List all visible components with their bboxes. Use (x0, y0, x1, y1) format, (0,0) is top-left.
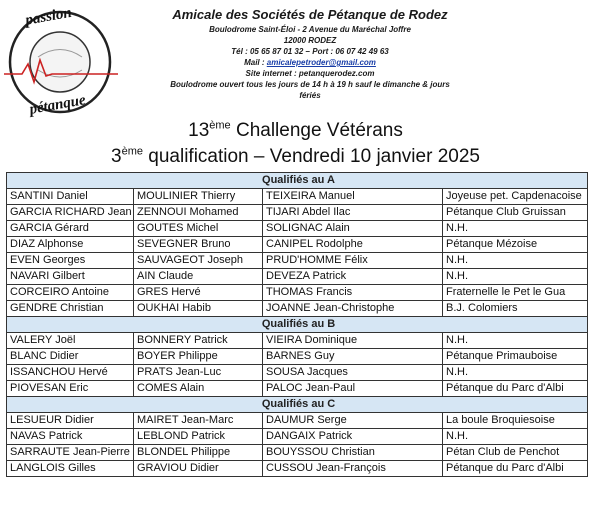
player-cell: LEBLOND Patrick (134, 429, 263, 445)
club-cell: Pétanque du Parc d'Albi (443, 381, 588, 397)
qualification-superscript: ème (121, 145, 143, 158)
qualification-number: 3 (111, 146, 122, 167)
player-cell: MOULINIER Thierry (134, 189, 263, 205)
logo-text-petanque: pétanque (28, 92, 87, 118)
player-cell: JOANNE Jean-Christophe (263, 301, 443, 317)
address-line: Boulodrome Saint-Éloi - 2 Avenue du Maréchal Joffre (209, 25, 411, 34)
edition-superscript: ème (209, 119, 231, 132)
table-row (7, 237, 588, 253)
player-cell: LESUEUR Didier (7, 413, 134, 429)
player-cell: ISSANCHOU Hervé (7, 365, 134, 381)
table-row (7, 269, 588, 285)
table-row (7, 365, 588, 381)
player-cell: BLANC Didier (7, 349, 134, 365)
player-cell: DANGAIX Patrick (263, 429, 443, 445)
player-cell: MAIRET Jean-Marc (134, 413, 263, 429)
player-cell: SEVEGNER Bruno (134, 237, 263, 253)
player-cell: DEVEZA Patrick (263, 269, 443, 285)
table-row (7, 429, 588, 445)
table-row (7, 413, 588, 429)
mail-label: Mail : (244, 58, 267, 67)
qualification-title (0, 146, 591, 168)
section-header: Qualifiés au A (7, 173, 588, 189)
opening-hours-line: Boulodrome ouvert tous les jours de 14 h à 19 h sauf le dimanche & jours fériés (170, 80, 450, 100)
club-header (160, 6, 460, 101)
player-cell: BONNERY Patrick (134, 333, 263, 349)
section-header-row (7, 317, 588, 333)
club-cell: N.H. (443, 365, 588, 381)
club-cell: N.H. (443, 221, 588, 237)
player-cell: PRUD'HOMME Félix (263, 253, 443, 269)
player-cell: THOMAS Francis (263, 285, 443, 301)
club-cell: Pétanque Mézoise (443, 237, 588, 253)
player-cell: NAVAS Patrick (7, 429, 134, 445)
club-cell: Pétanque Primauboise (443, 349, 588, 365)
player-cell: CORCEIRO Antoine (7, 285, 134, 301)
club-cell: La boule Broquiesoise (443, 413, 588, 429)
player-cell: BLONDEL Philippe (134, 445, 263, 461)
player-cell: SOUSA Jacques (263, 365, 443, 381)
club-cell: N.H. (443, 429, 588, 445)
player-cell: GRES Hervé (134, 285, 263, 301)
club-cell: Fraternelle le Pet le Gua (443, 285, 588, 301)
city-line: 12000 RODEZ (283, 36, 337, 45)
player-cell: ZENNOUI Mohamed (134, 205, 263, 221)
player-cell: PRATS Jean-Luc (134, 365, 263, 381)
player-cell: GARCIA Gérard (7, 221, 134, 237)
table-row (7, 221, 588, 237)
logo-text-passion: passion (24, 4, 73, 29)
qualified-teams-table (6, 172, 588, 477)
player-cell: OUKHAI Habib (134, 301, 263, 317)
club-cell: N.H. (443, 269, 588, 285)
passion-petanque-logo (2, 2, 120, 120)
player-cell: BARNES Guy (263, 349, 443, 365)
edition-number: 13 (188, 120, 210, 141)
table-row (7, 189, 588, 205)
player-cell: SOLIGNAC Alain (263, 221, 443, 237)
player-cell: VIEIRA Dominique (263, 333, 443, 349)
player-cell: PALOC Jean-Paul (263, 381, 443, 397)
table-row (7, 381, 588, 397)
club-cell: Pétan Club de Penchot (443, 445, 588, 461)
event-name: Challenge Vétérans (230, 120, 403, 141)
player-cell: GOUTES Michel (134, 221, 263, 237)
section-header: Qualifiés au C (7, 397, 588, 413)
player-cell: SAUVAGEOT Joseph (134, 253, 263, 269)
club-cell: N.H. (443, 333, 588, 349)
player-cell: BOUYSSOU Christian (263, 445, 443, 461)
club-cell: N.H. (443, 253, 588, 269)
player-cell: NAVARI Gilbert (7, 269, 134, 285)
qualification-date: qualification – Vendredi 10 janvier 2025 (143, 146, 480, 167)
club-cell: Joyeuse pet. Capdenacoise (443, 189, 588, 205)
player-cell: DIAZ Alphonse (7, 237, 134, 253)
mail-link[interactable]: amicalepetroder@gmail.com (266, 58, 376, 67)
website-line: Site internet : petanquerodez.com (245, 69, 375, 78)
table-row (7, 333, 588, 349)
table-row (7, 301, 588, 317)
player-cell: CANIPEL Rodolphe (263, 237, 443, 253)
section-header-row (7, 397, 588, 413)
player-cell: TIJARI Abdel Ilac (263, 205, 443, 221)
table-row (7, 349, 588, 365)
table-row (7, 205, 588, 221)
player-cell: TEIXEIRA Manuel (263, 189, 443, 205)
phone-line: Tél : 05 65 87 01 32 – Port : 06 07 42 49 63 (231, 47, 389, 56)
player-cell: GENDRE Christian (7, 301, 134, 317)
table-row (7, 285, 588, 301)
table-row (7, 253, 588, 269)
player-cell: BOYER Philippe (134, 349, 263, 365)
player-cell: SANTINI Daniel (7, 189, 134, 205)
player-cell: SARRAUTE Jean-Pierre (7, 445, 134, 461)
table-row (7, 445, 588, 461)
player-cell: PIOVESAN Eric (7, 381, 134, 397)
club-cell: Pétanque du Parc d'Albi (443, 461, 588, 477)
club-cell: Pétanque Club Gruissan (443, 205, 588, 221)
event-title (0, 120, 591, 142)
table-row (7, 461, 588, 477)
player-cell: AIN Claude (134, 269, 263, 285)
player-cell: VALERY Joël (7, 333, 134, 349)
organization-name: Amicale des Sociétés de Pétanque de Rodez (172, 7, 448, 22)
club-cell: B.J. Colomiers (443, 301, 588, 317)
section-header: Qualifiés au B (7, 317, 588, 333)
player-cell: GARCIA RICHARD Jean (7, 205, 134, 221)
player-cell: CUSSOU Jean-François (263, 461, 443, 477)
player-cell: GRAVIOU Didier (134, 461, 263, 477)
player-cell: DAUMUR Serge (263, 413, 443, 429)
player-cell: EVEN Georges (7, 253, 134, 269)
section-header-row (7, 173, 588, 189)
player-cell: COMES Alain (134, 381, 263, 397)
mail-line (160, 57, 460, 68)
player-cell: LANGLOIS Gilles (7, 461, 134, 477)
logo-graphic (2, 2, 120, 120)
